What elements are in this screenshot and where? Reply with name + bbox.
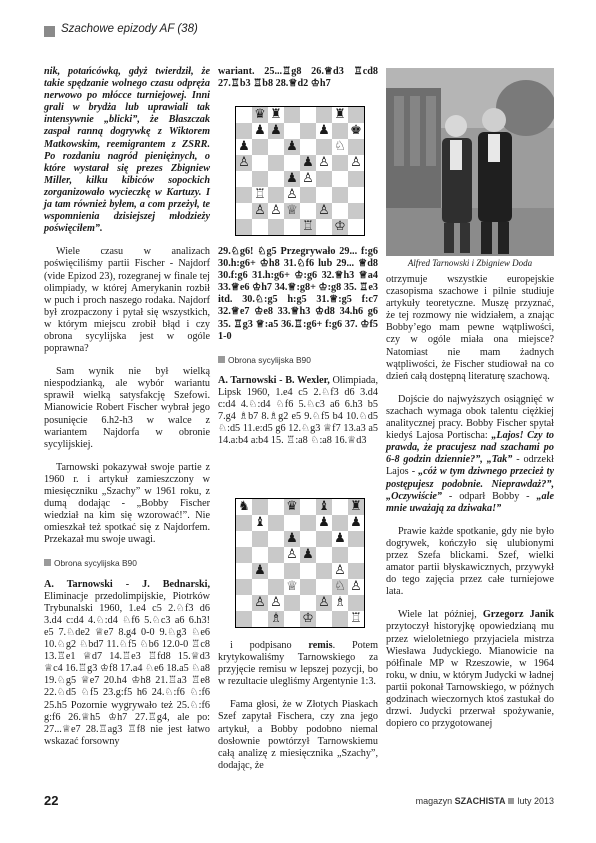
column-left (44, 66, 210, 759)
board-square (252, 139, 268, 155)
board-square (236, 515, 252, 531)
chess-piece: ♖ (254, 187, 266, 202)
board-square (348, 187, 364, 203)
board-square (284, 595, 300, 611)
chess-piece: ♝ (318, 499, 330, 514)
game-notation (44, 579, 210, 748)
board-square (236, 219, 252, 235)
quote-span: „cóż w tym dziwnego przecież ty postępujesz podobnie. Nieprawdaż?”, „Oczywiście” (386, 466, 554, 502)
board-square (300, 515, 316, 531)
chess-piece: ♙ (286, 547, 298, 562)
board-square (348, 547, 364, 563)
chess-piece: ♙ (302, 171, 314, 186)
text-span: przytoczył historyjkę opowiedzianą mu przez wieloletniego przyjaciela mistrza Wiesława Judyckiego. Mianowicie na półfinale MP w Rzeszowie, w 1964 roku, w dniu, w którym Judycki w ładnej partii pokonał Tarnowskiego, w późnych godzinach wieczornych ktoś zastukał do drzwi. Judycki przerwał spożywanie, dopiero co przygotowanej (386, 621, 554, 730)
chess-piece: ♔ (302, 611, 314, 626)
board-square (300, 531, 316, 547)
quote-span: „Lajos! Czy to prawda, że pracujesz nad szachami po 6-8 godzin dziennie?”, „Tak” (386, 430, 554, 466)
chess-piece: ♟ (318, 123, 330, 138)
board-square (236, 107, 252, 123)
board-square (300, 187, 316, 203)
section-label (44, 557, 210, 569)
section-square-icon (218, 356, 225, 363)
text-span: - odparł Bobby - (442, 490, 537, 502)
board-square (300, 139, 316, 155)
board-square (332, 515, 348, 531)
chess-piece: ♙ (270, 595, 282, 610)
board-square (284, 155, 300, 171)
paragraph: Prawie każde spotkanie, gdy nie było dogrywek, kończyło się ulubionymi przez Szefa blickami. Szef, wielki amator partii błyskawicznych, przywykł do tego zajęcia przez całe turniejowe lata. (386, 525, 554, 598)
paragraph: otrzymuje wszystkie europejskie czasopisma szachowe i pilnie studiuje artykuły teoretyczne. Muszę przyznać, że tej rozmowy nie widziałem, a znając Bobby’ego mam pewne wątpliwości, czy w ogóle miała ona miejsce? Natomiast nie mam żadnych wątpliwości, że Fischer studiował na co dzień całą dostępną literaturę szachową. (386, 274, 554, 382)
paragraph (218, 640, 378, 688)
game-notation (218, 375, 378, 448)
game-header: A. Tarnowski - J. Bednarski, (44, 578, 210, 590)
board-square (236, 547, 252, 563)
board-square (284, 219, 300, 235)
paragraph (386, 394, 554, 515)
board-square (332, 611, 348, 627)
chess-piece: ♔ (334, 219, 346, 234)
board-square (252, 579, 268, 595)
board-square (268, 499, 284, 515)
board-square (268, 171, 284, 187)
chess-piece: ♟ (350, 515, 362, 530)
board-square (300, 203, 316, 219)
board-square (252, 611, 268, 627)
game-header: A. Tarnowski - B. Wexler, (218, 374, 330, 386)
board-square (252, 499, 268, 515)
text-span: - odrzekł Lajos - (386, 454, 554, 478)
board-square (348, 219, 364, 235)
board-square (316, 579, 332, 595)
chess-piece: ♟ (238, 139, 250, 154)
chess-piece: ♟ (286, 139, 298, 154)
board-square (316, 547, 332, 563)
chess-piece: ♗ (334, 595, 346, 610)
header-title: Szachowe epizody AF (38) (61, 23, 198, 35)
section-square-icon (44, 559, 51, 566)
board-square (268, 219, 284, 235)
text-bold: Grzegorz Janik (482, 609, 554, 621)
board-square (236, 203, 252, 219)
chess-piece: ♟ (286, 171, 298, 186)
board-square (236, 187, 252, 203)
chess-board-wexler (235, 498, 365, 628)
chess-piece: ♙ (318, 155, 330, 170)
paragraph: Tarnowski pokazywał swoje partie z 1960 r. i artykuł zamieszczony w miesięczniku „Szachy” w 1961 roku, z dumą dodając - „Bobby Fischer wiedział na kim się wzorować!”. Nie omieszkał też spotkać się z Najdorfem. Przekazał mu swoje uwagi. (44, 461, 210, 546)
board-square (268, 515, 284, 531)
board-square (348, 563, 364, 579)
board-square (316, 611, 332, 627)
chess-piece: ♙ (334, 563, 346, 578)
chess-piece: ♜ (270, 107, 282, 122)
chess-piece: ♟ (302, 547, 314, 562)
board-square (348, 171, 364, 187)
chess-piece: ♟ (318, 515, 330, 530)
chess-piece: ♙ (254, 595, 266, 610)
footer-square-icon (508, 798, 514, 804)
column-right (386, 274, 554, 741)
board-square (332, 203, 348, 219)
board-square (268, 187, 284, 203)
board-square (300, 123, 316, 139)
board-square (236, 579, 252, 595)
chess-piece: ♚ (350, 123, 362, 138)
board-square (348, 139, 364, 155)
board-square (348, 531, 364, 547)
board-square (236, 611, 252, 627)
board-square (300, 107, 316, 123)
board-square (284, 611, 300, 627)
board-square (332, 155, 348, 171)
chess-piece: ♙ (350, 579, 362, 594)
magazine-title: SZACHISTA (454, 796, 506, 806)
chess-piece: ♜ (334, 107, 346, 122)
chess-piece: ♟ (254, 123, 266, 138)
board-square (332, 123, 348, 139)
chess-piece: ♕ (286, 203, 298, 218)
game-moves: Olimpiada, Lipsk 1960, 1.e4 c5 2.♘f3 d6 3.d4 c:d4 4.♘:d4 ♘f6 5.♘c3 a6 6.h3 b5 7.g4 ♗b7 8.♗g2 e5 9.♘f5 b4 10.♘d5 ♘:d5 11.e:d5 g6 12.♘g3 ♕f7 13.a3 a5 14.a:b4 a:b4 15. ♖:a8 ♘:a8 16.♕d3 (218, 374, 379, 447)
board-square (268, 531, 284, 547)
chess-board-bednarski (235, 106, 365, 236)
chess-piece: ♛ (286, 499, 298, 514)
board-square (332, 187, 348, 203)
section-label-text: Obrona sycylijska B90 (228, 354, 311, 365)
variant-text: wariant. 25...♖g8 26.♕d3 ♖cd8 27.♖b3 ♖b8 28.♕d2 ♔h7 (218, 66, 378, 90)
game-moves: Eliminacje przedolimpijskie, Piotrków Trybunalski 1960, 1.e4 c5 2.♘f3 d6 3.d4 c:d4 4.♘:d4 ♘f6 5.♘c3 a6 6.h3! e5 7.♘de2 ♕e7 8.g4 0-0 9.♘g3 ♘e6 10.♘g2 ♘bd7 11.♘f5 ♘b6 12.0-0 ♖c8 13.♖e1 ♕d7 14.♖e3 ♖fd8 15.♕d3 ♕c4 16.♖g3 ♔f8 17.a4 ♘e6 18.a5 ♘a8 19.♘g5 ♕e7 20.h4 ♔h8 21.♖a3 ♖e8 22.♘d5 ♘f5 23.g:f5 h6 24.♘:f6 ♘:f6 25.h5 Pozornie wygrywało też 25.♘:f6 g:f6 26.♕h5 ♔h7 27.♖g4, ale po: 27...♕e7 28.♖ag3 ♖f8 nie jest łatwo wskazać forsowny (44, 590, 210, 747)
chess-piece: ♟ (302, 155, 314, 170)
board-square (236, 531, 252, 547)
text-span: Dojście do najwyższych osiągnięć w szachach wymaga obok talentu ciężkiej analitycznej pracy. Bobby Fischer spytał kiedyś Lajosa Portischa: (386, 393, 554, 442)
magazine-prefix: magazyn (415, 796, 455, 806)
photo-caption: Alfred Tarnowski i Zbigniew Doda (407, 258, 533, 268)
section-label (218, 354, 378, 366)
board-square (284, 515, 300, 531)
photo-image (386, 68, 554, 256)
chess-piece: ♜ (350, 499, 362, 514)
board-square (348, 203, 364, 219)
paragraph (386, 609, 554, 730)
board-square (268, 155, 284, 171)
board-square (348, 107, 364, 123)
page-header (44, 22, 554, 42)
board-square (268, 563, 284, 579)
chess-piece: ♖ (302, 219, 314, 234)
issue-date: luty 2013 (517, 796, 554, 806)
chess-piece: ♙ (318, 203, 330, 218)
intro-quote: nik, potańcówką, gdyż twierdził, że takie spędzanie wolnego czasu odpręża nerwowo po młócce turniejowej. Inni grali w brydża lub uprawiali tak intensywnie „blicki”, że Błaszczak zaspał ranną dogrywkę z Wiktorem Matkowskim, reemigrantem z ZSRR. Po rozdaniu nagród pieniężnych, o które wystarał się prezes Zbigniew Miller, kilku kibiców sopockich zorganizowało wycieczkę w Kartuzy. I ja tam również byłem, a com przeżył, te wspomnienia dzisiejszej młodzieży poświęciłem”. (44, 66, 210, 235)
section-label-text: Obrona sycylijska B90 (54, 558, 137, 569)
board-square (252, 547, 268, 563)
chess-piece: ♟ (270, 123, 282, 138)
board-square (268, 547, 284, 563)
board-square (332, 499, 348, 515)
board-square (316, 107, 332, 123)
text-span: i podpisano (230, 640, 309, 651)
chess-piece: ♘ (334, 139, 346, 154)
chess-piece: ♕ (286, 579, 298, 594)
board-square (316, 563, 332, 579)
chess-piece: ♝ (254, 515, 266, 530)
board-square (236, 123, 252, 139)
chess-piece: ♙ (238, 155, 250, 170)
game-analysis-text: 29.♘g6! ♘g5 Przegrywało 29... f:g6 30.h:g6+ ♔h8 31.♘f6 lub 29... ♕d8 30.f:g6 31.h:g6+ ♔:g6 32.♕h3 ♕a4 33.♕e6 ♔h7 34.♕:g8+ ♔:g8 35. ♖e3 itd. 30.♘:g5 h:g5 31.♕:g5 f:c7 32.♕e7 ♔e8 33.♕h3 ♔d8 34.h6 g6 35. ♖g3 ♕:a5 36.♖:g6+ f:g6 37. ♔f5 1-0 (218, 246, 378, 342)
chess-piece: ♟ (286, 531, 298, 546)
chess-piece: ♟ (334, 531, 346, 546)
board-square (300, 563, 316, 579)
photo-tarnowski-doda (386, 68, 554, 256)
board-square (236, 595, 252, 611)
board-square (268, 139, 284, 155)
paragraph: Sam wynik nie był wielką niespodzianką, ale wybór wariantu sprawił wielką satysfakcję Szefowi. Mianowicie Robert Fischer wybrał jego posunięcie 6.h2-h3 w walce z wariantem Najdorfa w obronie sycylijskiej. (44, 366, 210, 450)
chess-piece: ♘ (334, 579, 346, 594)
header-square-icon (44, 26, 55, 37)
chess-piece: ♗ (270, 611, 282, 626)
chess-piece: ♙ (286, 187, 298, 202)
board-square (332, 171, 348, 187)
board-square (316, 171, 332, 187)
board-square (316, 139, 332, 155)
column-middle-bottom (218, 640, 378, 783)
board-square (236, 563, 252, 579)
chess-piece: ♟ (254, 563, 266, 578)
board-square (300, 595, 316, 611)
board-square (348, 595, 364, 611)
board-square (252, 155, 268, 171)
board-square (300, 579, 316, 595)
chess-piece: ♙ (350, 155, 362, 170)
board-square (332, 547, 348, 563)
board-square (316, 219, 332, 235)
paragraph: Wiele czasu w analizach poświęciliśmy partii Fischer - Najdorf (vide Epizod 23), rozegranej w finale tej olimpiady, w której Amerykanin rozbił w puch i proch naszego rodaka. Najdorf był zrozpaczony i pytał się wszystkich, w którym miejscu zrobił błąd i czy obrona sycylijska jest w ogóle poprawna? (44, 246, 210, 355)
board-square (316, 187, 332, 203)
column-middle (218, 66, 378, 101)
text-bold: remis (308, 640, 333, 651)
board-square (236, 171, 252, 187)
column-middle-continued (218, 246, 378, 458)
magazine-name (416, 796, 554, 806)
chess-piece: ♙ (270, 203, 282, 218)
board-square (316, 531, 332, 547)
chess-piece: ♙ (254, 203, 266, 218)
chess-piece: ♞ (238, 499, 250, 514)
chess-piece: ♖ (350, 611, 362, 626)
board-square (252, 219, 268, 235)
board-square (252, 171, 268, 187)
board-square (284, 123, 300, 139)
chess-piece: ♙ (318, 595, 330, 610)
page-footer (44, 793, 554, 809)
quote-span: „ale mnie uważają za dziwaka!” (386, 490, 554, 514)
chess-piece: ♛ (254, 107, 266, 122)
paragraph: Fama głosi, że w Złotych Piaskach Szef zapytał Fischera, czy zna jego artykuł, a Bobby podobno niemal dosłownie powtórzył Tarnowskiemu całą analizę z miesięcznika „Szachy”, dodając, że (218, 699, 378, 771)
board-square (284, 563, 300, 579)
board-square (252, 531, 268, 547)
page-number: 22 (44, 793, 59, 808)
board-square (284, 107, 300, 123)
text-span: Wiele lat później, (398, 609, 483, 621)
text-span: . Potem krytykowaliśmy Tarnowskiego za przyjęcie remisu w lepszej pozycji, bo w rezultacie ulegliśmy Argentynie 1:3. (218, 640, 378, 688)
board-square (268, 579, 284, 595)
game-analysis (218, 246, 378, 343)
board-square (300, 499, 316, 515)
